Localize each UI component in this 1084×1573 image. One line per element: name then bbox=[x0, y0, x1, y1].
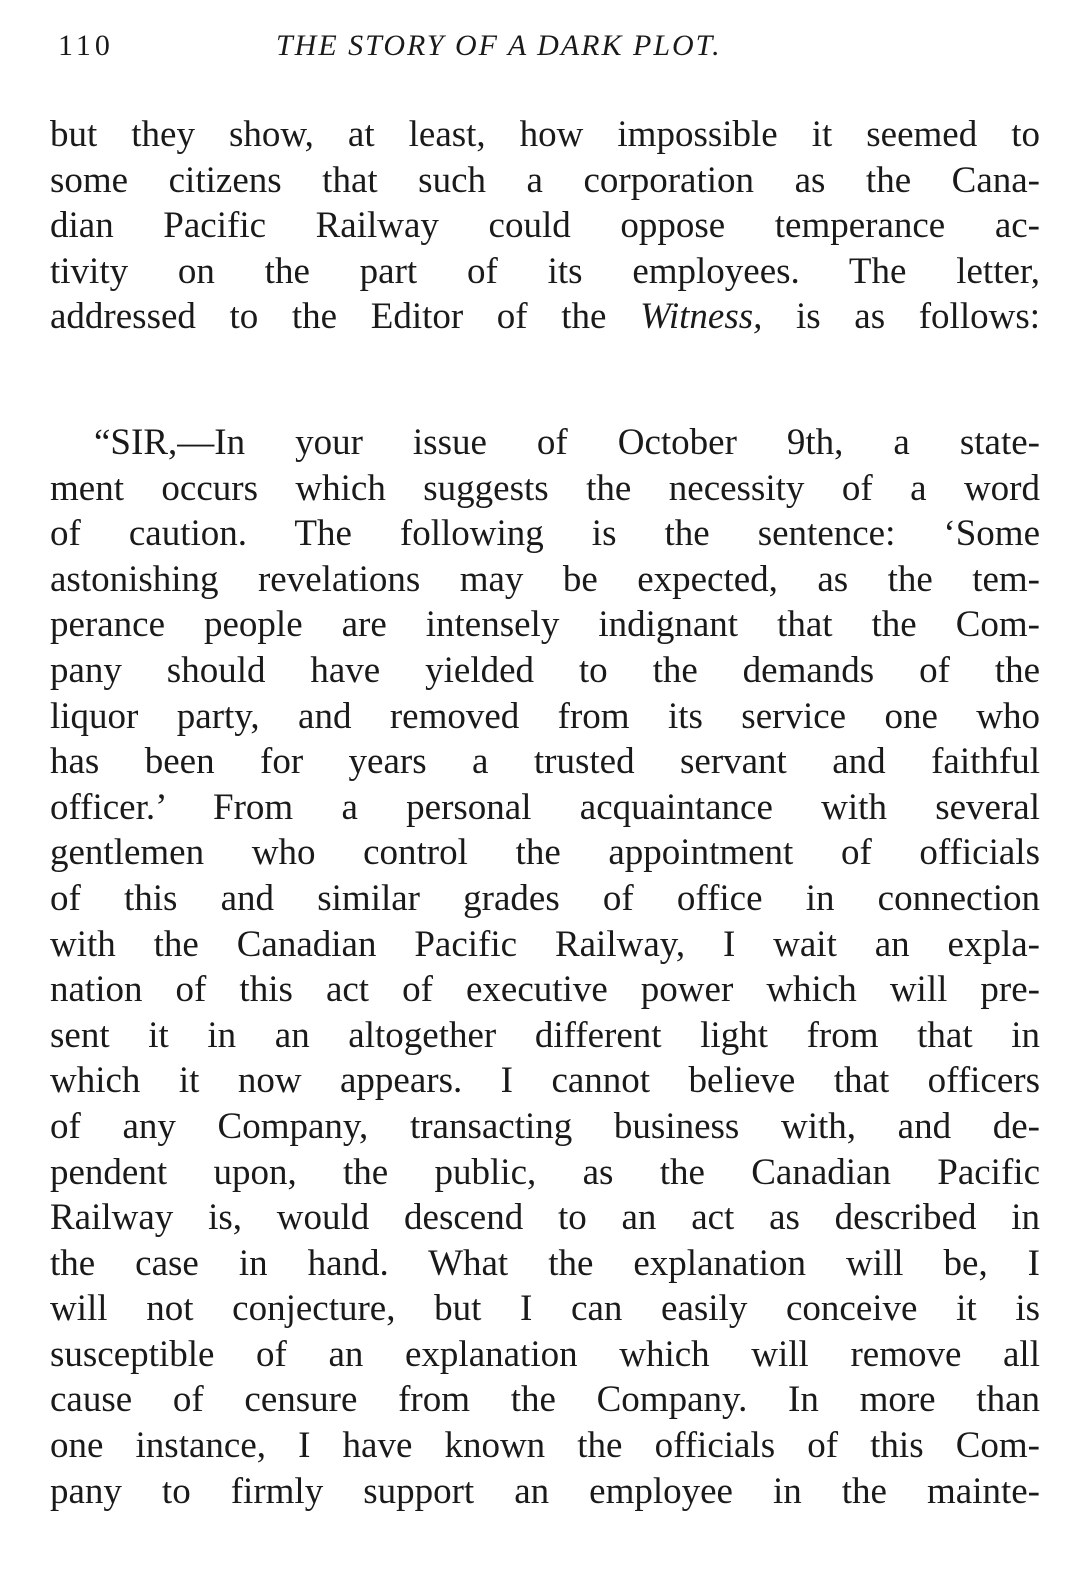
text-line: “SIR,—In your issue of October 9th, a state- bbox=[94, 422, 1040, 463]
text-line: pany to firmly support an employee in the mainte- bbox=[50, 1470, 1040, 1512]
text-line: ment occurs which suggests the necessity of a word bbox=[50, 467, 1040, 509]
text-line: pendent upon, the public, as the Canadian Pacific bbox=[50, 1151, 1040, 1193]
text-line: gentlemen who control the appointment of officials bbox=[50, 832, 1040, 874]
text-segment: is as follows: bbox=[762, 296, 1040, 338]
text-line: dian Pacific Railway could oppose temperance ac- bbox=[50, 205, 1040, 247]
text-segment: addressed to the Editor of the bbox=[50, 296, 641, 338]
text-line: of caution. The following is the sentence: ‘Some bbox=[50, 513, 1040, 555]
text-line: of any Company, transacting business with, and de- bbox=[50, 1105, 1040, 1147]
running-title: THE STORY OF A DARK PLOT. bbox=[276, 29, 722, 62]
text-line: has been for years a trusted servant and faithful bbox=[50, 741, 1040, 783]
paragraph-letter bbox=[50, 420, 1040, 1514]
text-line: cause of censure from the Company. In more than bbox=[50, 1379, 1040, 1421]
running-head bbox=[58, 26, 1038, 66]
text-line: tivity on the part of its employees. The letter, bbox=[50, 250, 1040, 292]
text-line: liquor party, and removed from its service one who bbox=[50, 695, 1040, 737]
text-line: with the Canadian Pacific Railway, I wait an expla- bbox=[50, 923, 1040, 965]
text-line: astonishing revelations may be expected, as the tem- bbox=[50, 558, 1040, 600]
text-line-with-italic bbox=[50, 294, 1040, 340]
text-line: perance people are intensely indignant that the Com- bbox=[50, 604, 1040, 646]
text-line: some citizens that such a corporation as the Cana- bbox=[50, 159, 1040, 201]
text-line: officer.’ From a personal acquaintance with several bbox=[50, 786, 1040, 828]
page-number: 110 bbox=[58, 29, 114, 62]
text-line: sent it in an altogether different light from that in bbox=[50, 1014, 1040, 1056]
text-line: but they show, at least, how impossible it seemed to bbox=[50, 114, 1040, 155]
text-line: will not conjecture, but I can easily conceive it is bbox=[50, 1288, 1040, 1330]
text-line: one instance, I have known the officials of this Com- bbox=[50, 1425, 1040, 1467]
text-line: nation of this act of executive power which will pre- bbox=[50, 969, 1040, 1011]
text-line: of this and similar grades of office in connection bbox=[50, 877, 1040, 919]
text-line: which it now appears. I cannot believe that officers bbox=[50, 1060, 1040, 1102]
text-line: Railway is, would descend to an act as described in bbox=[50, 1197, 1040, 1239]
text-line: pany should have yielded to the demands of the bbox=[50, 649, 1040, 691]
paragraph-intro bbox=[50, 112, 1040, 340]
text-line: the case in hand. What the explanation will be, I bbox=[50, 1242, 1040, 1284]
newspaper-name: Witness, bbox=[640, 296, 763, 338]
text-line: susceptible of an explanation which will remove all bbox=[50, 1333, 1040, 1375]
